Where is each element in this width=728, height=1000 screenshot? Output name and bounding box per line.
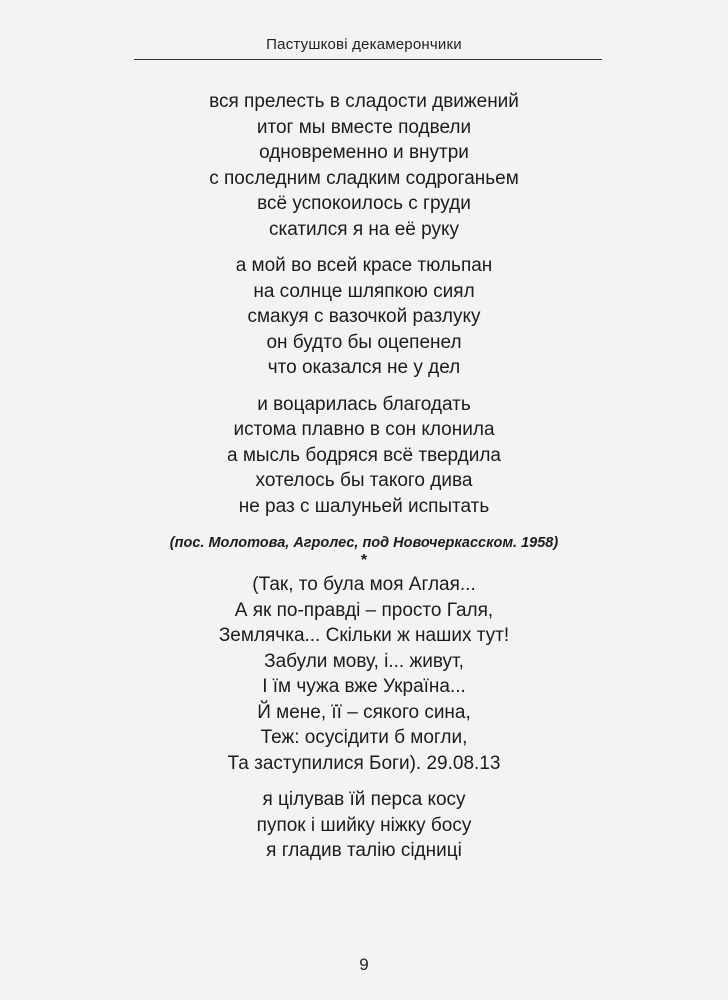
poem-line: Теж: осусідити б могли, [260,727,468,748]
poem-line: он будто бы оцепенел [266,331,462,353]
poem-line: скатился я на её руку [268,218,460,240]
poem-attribution: (пос. Молотова, Агролес, под Новочеркасском. 1958) [169,535,559,551]
poem-line: и воцарилась благодать [257,393,471,415]
poem-line: Землячка... Скільки ж наших тут! [218,625,510,646]
poem-line: а мысль бодряся всё твердила [226,444,501,466]
poem-line: я цілував їй перса косу [262,789,466,810]
poem-line: Й мене, її – сякого сина, [257,701,471,723]
stanza-1 [0,89,728,242]
poem-line: а мой во всей красе тюльпан [235,255,493,276]
poem-line: вся прелесть в сладости движений [209,91,519,112]
poem-line: что оказался не у дел [267,357,461,378]
poem-line: смакуя с вазочкой разлуку [247,306,481,327]
poem-line: истома плавно в сон клонила [233,419,495,440]
stanza-ukrainian [0,572,728,776]
poem-line: итог мы вместе подвели [256,116,472,138]
poem-line: я гладив талію сідниці [266,840,462,861]
page-number: 9 [359,955,369,974]
asterisk-separator: * [360,552,368,569]
poem-line: всё успокоилось с груди [257,193,471,214]
stanza-2 [0,253,728,381]
header-rule [134,59,602,60]
poem-body [0,89,728,864]
poem-line: одновременно и внутри [259,142,469,163]
stanza-3 [0,392,728,520]
stanza-last [0,787,728,864]
poem-line: не раз с шалуньей испытать [238,495,490,517]
poem-line: хотелось бы такого дива [255,470,473,491]
poem-line: Забули мову, і... живут, [264,650,464,672]
poem-line: пупок і шийку ніжку босу [256,814,472,836]
poem-line: Та заступилися Боги). 29.08.13 [227,752,501,774]
poem-line: А як по-правді – просто Галя, [234,599,494,621]
poem-line: І їм чужа вже Україна... [262,676,466,697]
poem-line: с последним сладким содроганьем [209,167,519,189]
poem-line: на солнце шляпкою сиял [253,280,475,302]
running-header: Пастушкові декамерончики [266,36,462,53]
poem-line: (Так, то була моя Аглая... [252,574,476,595]
